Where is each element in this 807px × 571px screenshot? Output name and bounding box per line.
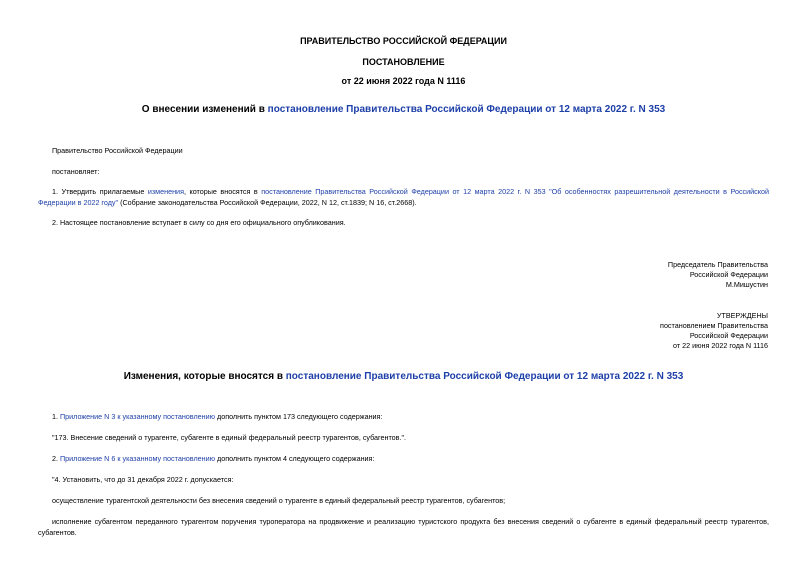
point-1-changes-link[interactable]: изменения — [147, 187, 184, 196]
change-2-item-2: исполнение субагентом переданного турагентом поручения туроператора на продвижение и реализацию туристского продукта без внесения сведений о субагенте в единый федеральный реестр турагентов, субагентов. — [38, 517, 769, 537]
approved-line-4: от 22 июня 2022 года N 1116 — [673, 341, 768, 350]
change-1-appendix-link[interactable]: Приложение N 3 к указанному постановлению — [60, 412, 216, 421]
approved-line-1: УТВЕРЖДЕНЫ — [716, 311, 768, 320]
government-heading: ПРАВИТЕЛЬСТВО РОССИЙСКОЙ ФЕДЕРАЦИИ — [300, 36, 507, 46]
intro-government: Правительство Российской Федерации — [52, 146, 183, 155]
changes-title-link[interactable]: постановление Правительства Российской Федерации от 12 марта 2022 г. N 353 — [285, 371, 684, 382]
change-1 — [52, 411, 382, 422]
approved-line-2: постановлением Правительства — [660, 321, 768, 330]
signature-name: М.Мишустин — [725, 280, 768, 289]
doc-type-heading: ПОСТАНОВЛЕНИЕ — [362, 57, 445, 67]
approved-line-3: Российской Федерации — [689, 331, 768, 340]
point-2: 2. Настоящее постановление вступает в силу со дня его официального опубликования. — [52, 218, 346, 227]
document-title — [0, 104, 807, 115]
change-1-pre: 1. — [52, 412, 60, 421]
change-2-quote: "4. Установить, что до 31 декабря 2022 г. допускается: — [52, 475, 234, 484]
change-1-post: дополнить пунктом 173 следующего содержания: — [215, 412, 383, 421]
change-2-appendix-link[interactable]: Приложение N 6 к указанному постановлению — [60, 454, 216, 463]
point-1 — [38, 186, 769, 208]
signature-line-2: Российской Федерации — [689, 270, 768, 279]
intro-decides: постановляет: — [52, 167, 100, 176]
signature-line-1: Председатель Правительства — [667, 260, 768, 269]
document-title-link[interactable]: постановление Правительства Российской Федерации от 12 марта 2022 г. N 353 — [267, 104, 666, 115]
change-2-post: дополнить пунктом 4 следующего содержания: — [215, 454, 375, 463]
change-2-item-1: осуществление турагентской деятельности без внесения сведений о турагенте в единый федеральный реестр турагентов, субагентов; — [52, 496, 506, 505]
change-2-pre: 2. — [52, 454, 60, 463]
changes-title-prefix: Изменения, которые вносятся в — [123, 371, 286, 382]
change-2 — [52, 453, 374, 464]
change-1-quote: "173. Внесение сведений о турагенте, субагенте в единый федеральный реестр турагентов, субагентов.". — [52, 433, 407, 442]
changes-title — [0, 371, 807, 382]
point-1-resolution-link[interactable]: постановление Правительства Российской Федерации от 12 марта 2022 г. N 353 "Об особенностях разрешительной деятельности в Российской Федерации в 2022 году" — [38, 187, 769, 207]
document-title-prefix: О внесении изменений в — [141, 104, 268, 115]
doc-date: от 22 июня 2022 года N 1116 — [341, 76, 466, 86]
point-1-mid: , которые вносятся в — [183, 187, 262, 196]
point-1-pre: 1. Утвердить прилагаемые — [52, 187, 148, 196]
point-1-post: (Собрание законодательства Российской Федерации, 2022, N 12, ст.1839; N 16, ст.2668). — [118, 198, 417, 207]
